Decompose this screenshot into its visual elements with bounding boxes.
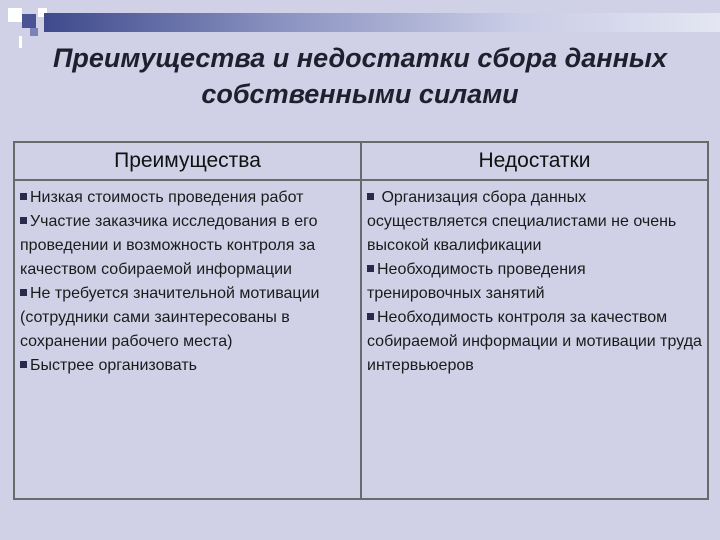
header-gradient-bar xyxy=(44,13,720,32)
header-disadvantages: Недостатки xyxy=(361,142,708,180)
list-item: Участие заказчика исследования в его проведении и возможность контроля за качеством собираемой информации xyxy=(20,213,318,278)
list-item: Низкая стоимость проведения работ xyxy=(20,186,356,210)
square-bullet-icon xyxy=(367,265,374,272)
decor-vertical-line xyxy=(19,36,22,48)
decor-square-dark xyxy=(22,14,36,28)
square-bullet-icon xyxy=(20,193,27,200)
table-body-row xyxy=(14,180,708,499)
list-item: Организация сбора данных осуществляется специалистами не очень высокой квалификации xyxy=(367,189,677,254)
slide-title: Преимущества и недостатки сбора данных собственными силами xyxy=(52,43,667,109)
table-header-row xyxy=(14,142,708,180)
list-item: Необходимость контроля за качеством собираемой информации и мотивации труда интервьюеров xyxy=(367,309,702,374)
decor-square-white-large xyxy=(8,8,22,22)
list-item: Быстрее организовать xyxy=(20,354,356,378)
header-advantages: Преимущества xyxy=(14,142,361,180)
square-bullet-icon xyxy=(20,361,27,368)
square-bullet-icon xyxy=(367,313,374,320)
comparison-table xyxy=(13,141,709,500)
advantages-cell xyxy=(14,180,361,499)
decor-square-blue xyxy=(30,28,38,36)
disadvantages-cell xyxy=(361,180,708,499)
square-bullet-icon xyxy=(20,289,27,296)
list-item: Не требуется значительной мотивации (сотрудники сами заинтересованы в сохранении рабочего места) xyxy=(20,285,320,350)
square-bullet-icon xyxy=(367,193,374,200)
list-item: Необходимость проведения тренировочных занятий xyxy=(367,261,586,302)
square-bullet-icon xyxy=(20,217,27,224)
